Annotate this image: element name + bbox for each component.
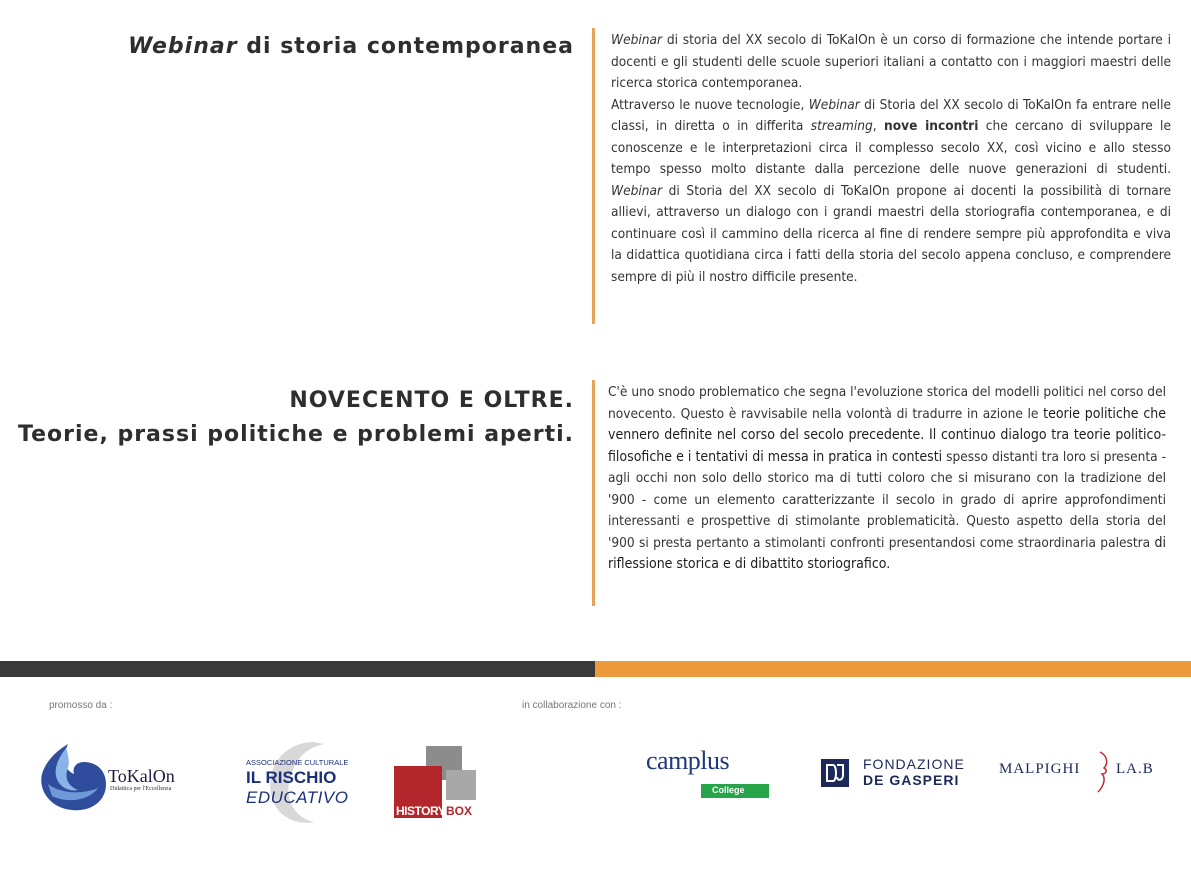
text-run: Webinar	[611, 32, 663, 48]
webinar-paragraph-2	[611, 95, 1171, 289]
text-run: Webinar	[611, 182, 663, 199]
de-gasperi-emblem-icon	[821, 759, 849, 787]
rischio-line2: IL RISCHIO	[246, 768, 337, 787]
malpighi-right: LA.B	[1116, 761, 1154, 777]
history-box-word1: HISTORY	[396, 804, 446, 818]
fondazione-de-gasperi-logo	[821, 756, 965, 790]
tokalon-name: ToKalOn	[108, 766, 175, 786]
malpighi-lab-logo	[999, 750, 1159, 794]
camplus-sub: College	[712, 785, 745, 795]
text-run: di storia del XX secolo di ToKalOn è un corso di formazione che intende portare i docenti e gli studenti delle scuole superiori italiani a contatto con i maggiori maestri delle ricerca storica contemporanea.	[611, 32, 1171, 91]
text-run: di Storia del XX secolo di ToKalOn propone ai docenti la possibilità di tornare allievi, attraverso un dialogo con i grandi maestri della storiografia contemporanea, e di continuare così il cammino della ricerca al fine di rendere sempre più approfondita e viva la didattica quotidiana circa i fatti della storia del secolo appena concluso, e comprendere sempre di più il nostro difficile presente.	[611, 182, 1171, 285]
text-run: che cercano di sviluppare le conoscenze e le interpretazioni circa il complesso secolo XX, così vicino e allo stesso tempo spesso molto distante dalla percezione delle nuove generazioni di studenti.	[611, 118, 1171, 177]
text-run: ,	[872, 118, 884, 134]
heading-italic: Webinar	[128, 34, 238, 59]
novecento-subtitle: Teorie, prassi politiche e problemi aperti.	[18, 422, 574, 447]
rischio-line1: ASSOCIAZIONE CULTURALE	[246, 758, 349, 767]
divider-dark	[0, 661, 595, 677]
promoted-by-label: promosso da :	[49, 700, 113, 711]
text-run: di riflessione storica e di dibattito storiografico.	[608, 534, 1166, 572]
heading-rest: di storia contemporanea	[237, 34, 574, 59]
camplus-logo	[646, 746, 770, 802]
history-box-word2: BOX	[446, 804, 473, 818]
text-run: Webinar	[808, 96, 860, 113]
novecento-paragraph	[608, 382, 1166, 576]
text-run: nove incontri	[883, 118, 979, 134]
camplus-name: camplus	[646, 746, 730, 775]
malpighi-profile-icon	[1094, 750, 1114, 794]
collaboration-label: in collaborazione con :	[522, 700, 622, 711]
novecento-section	[0, 380, 1191, 606]
novecento-description	[608, 382, 1166, 576]
webinar-section	[0, 28, 1191, 324]
divider-orange	[595, 661, 1191, 677]
de-gasperi-line1: FONDAZIONE	[863, 756, 965, 772]
tokalon-logo	[38, 740, 198, 815]
accent-bar	[592, 380, 595, 606]
webinar-heading	[128, 32, 574, 62]
text-run: di Storia del XX secolo di ToKalOn fa entrare nelle classi, in diretta o in differita	[611, 96, 1172, 134]
text-run: spesso distanti tra loro si presenta - agli occhi non solo dello storico ma di tutti coloro che si misurano con la tradizione del '900 - come un elemento caratterizzante il secolo in grado di aprire approfondimenti interessanti e prospettive di stimolante problematicità. Questo aspetto della storia del '900 si presta pertanto a stimolanti confronti presentandosi come straordinaria palestra	[608, 448, 1167, 551]
malpighi-left: MALPIGHI	[999, 761, 1081, 777]
rischio-educativo-logo	[244, 738, 354, 826]
history-box-square-light	[446, 770, 476, 800]
webinar-paragraph-1	[611, 30, 1171, 95]
de-gasperi-line2: DE GASPERI	[863, 772, 960, 788]
rischio-line3: EDUCATIVO	[246, 788, 349, 807]
text-run: streaming	[810, 118, 873, 134]
webinar-description	[611, 30, 1171, 288]
accent-bar	[592, 28, 595, 324]
tokalon-tagline: Didattica per l'Eccellenza	[110, 786, 172, 792]
novecento-title: NOVECENTO E OLTRE.	[289, 388, 574, 413]
text-run: teorie politiche che vennero definite nel corso del secolo precedente. Il continuo dialogo tra teorie politico-filosofiche e i tentativi di messa in pratica in contesti	[608, 405, 1166, 465]
history-box-logo	[394, 746, 478, 818]
novecento-heading	[18, 384, 574, 452]
text-run: C'è uno snodo problematico che segna l'evoluzione storica del modelli politici nel corso del novecento. Questo è ravvisabile nella volontà di tradurre in azione le	[608, 384, 1166, 422]
text-run: Attraverso le nuove tecnologie,	[611, 96, 809, 113]
